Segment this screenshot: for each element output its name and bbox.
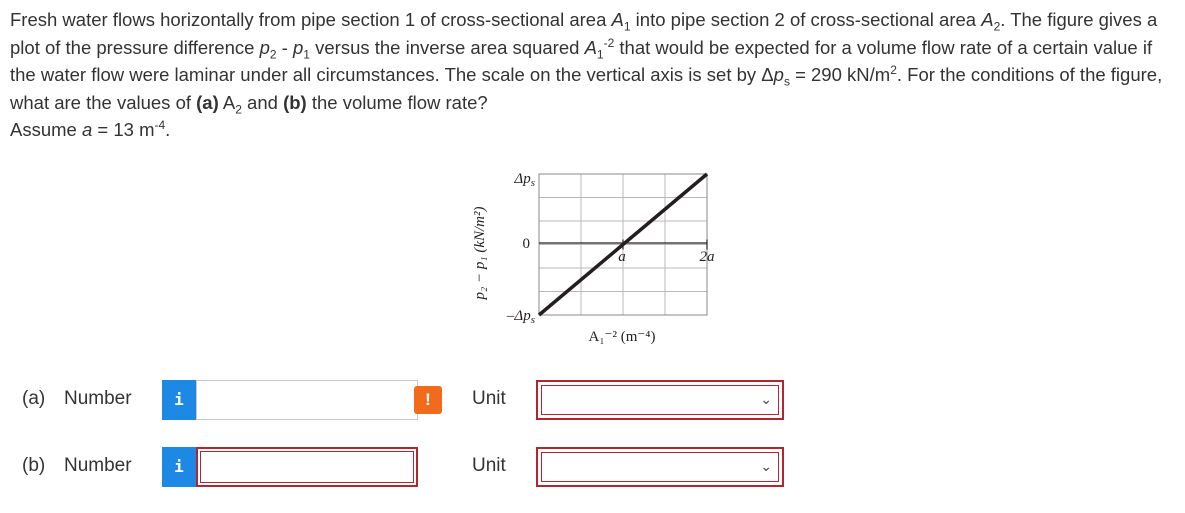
number-input-b[interactable] (196, 447, 418, 487)
xtick-label-a: a (618, 249, 626, 265)
problem-statement (10, 6, 1175, 144)
ytick-label-zero: 0 (522, 236, 530, 252)
part-a-number-label: Number (64, 388, 132, 409)
part-b-label: (b) (22, 455, 46, 476)
x-axis-label: A₁⁻² (m⁻⁴) (588, 329, 656, 345)
assumption-text: Assume a = 13 $m^{-4}$. (10, 117, 171, 140)
y-axis-label: p₂ − p₁ (kN/m²) (472, 206, 488, 300)
unit-label-a: Unit (472, 388, 506, 409)
chevron-down-icon: ⌄ (760, 391, 772, 407)
unit-select-b-inner (541, 452, 779, 482)
ytick-label-top: $\Delta p_s$ (514, 171, 535, 189)
unit-label-b: Unit (472, 455, 506, 476)
chevron-down-icon: ⌄ (760, 458, 772, 474)
unit-select-a[interactable] (536, 380, 784, 420)
pressure-plot-figure (450, 160, 750, 360)
part-b-number-label: Number (64, 455, 132, 476)
unit-select-b[interactable] (536, 447, 784, 487)
ytick-label-bottom: $-\Delta p_s$ (506, 308, 535, 326)
problem-text: Fresh water flows horizontally from pipe section 1 of cross-sectional area $A_1$ into pipe section 2 of cross-sectional area $A_2$. The figure gives a plot of the pressure difference $p_2 - p_1$ versus the inverse area squared $A_1^{-2}$ that would be expected for a volume flow rate of a certain value if the water flow were laminar under all circumstances. The scale on the vertical axis is set by $\Delta p_s = 290$ $kN/m^2$. For the conditions of the figure, what are the values of (a) $A_2$ and (b) the volume flow rate? (10, 9, 1163, 117)
info-button-b[interactable]: i (162, 447, 196, 487)
info-button-a[interactable]: i (162, 380, 196, 420)
unit-select-a-inner (541, 385, 779, 415)
number-input-a[interactable] (196, 380, 418, 420)
part-a-label: (a) (22, 388, 46, 409)
warning-icon[interactable]: ! (414, 386, 442, 414)
pressure-plot-svg (450, 160, 750, 360)
xtick-label-2a: 2a (699, 249, 715, 265)
